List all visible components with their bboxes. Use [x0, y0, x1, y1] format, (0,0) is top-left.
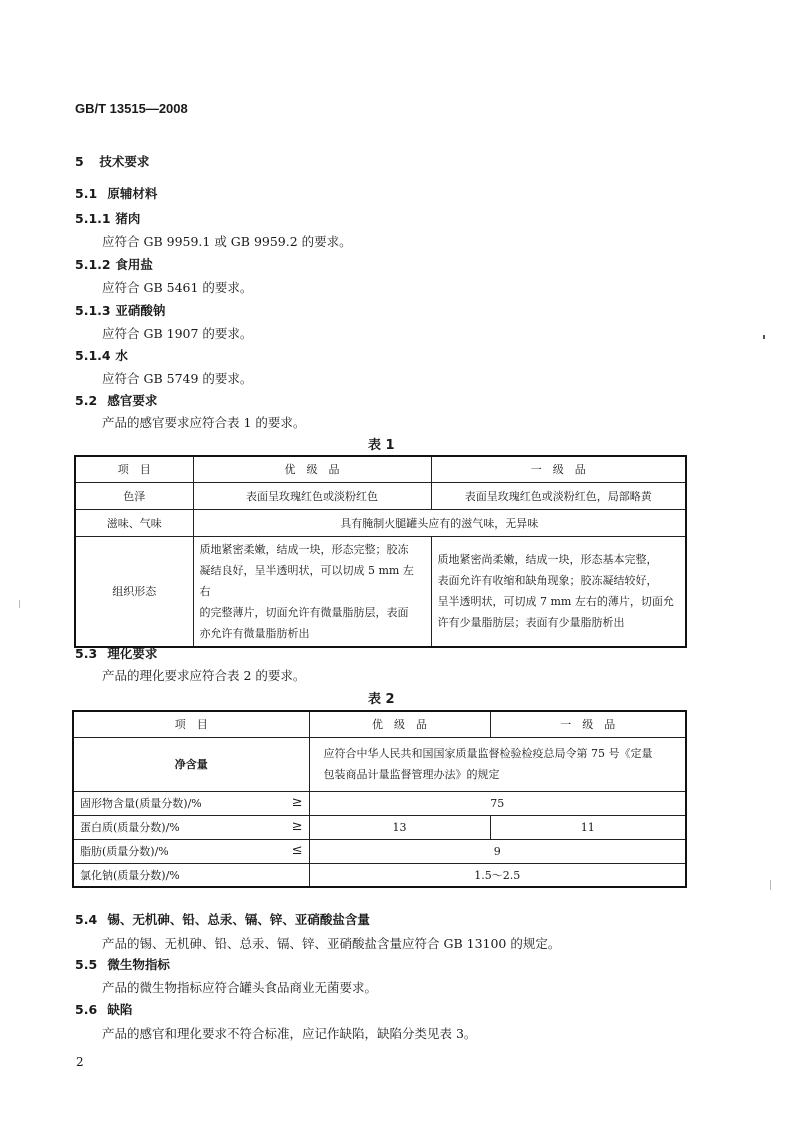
- cell-line: 呈半透明状，可切成 7 mm 左右的薄片，切面允: [437, 595, 674, 608]
- table-row: [73, 839, 686, 863]
- section-title: 锡、无机砷、铅、总汞、镉、锌、亚硝酸盐含量: [107, 912, 370, 927]
- section-5-1-3-text: 应符合 GB 1907 的要求。: [102, 326, 253, 341]
- scan-speck: [763, 335, 765, 339]
- section-title: 猪肉: [115, 211, 141, 226]
- row-item: [73, 863, 309, 887]
- cell-line: 亦允许有微量脂肪析出: [199, 626, 310, 640]
- header-first: 一 级 品: [431, 456, 686, 482]
- section-number: 5.1.3: [75, 303, 111, 318]
- cell-merged: [309, 737, 686, 791]
- section-5-2-heading: [75, 391, 157, 409]
- section-number: 5.1: [75, 186, 98, 201]
- cell-line: 应符合中华人民共和国国家质量监督检验检疫总局令第 75 号《定量: [323, 747, 653, 760]
- section-title: 缺陷: [107, 1002, 133, 1017]
- row-label: 脂肪(质量分数)/%: [80, 845, 169, 858]
- cell-first: 表面呈玫瑰红色或淡粉红色，局部略黄: [431, 482, 686, 509]
- comparison-symbol: ≤: [291, 843, 303, 858]
- section-5-1-4-text: 应符合 GB 5749 的要求。: [102, 371, 253, 386]
- cell-line: 的完整薄片，切面允许有微量脂肪层，表面: [199, 605, 409, 619]
- table-row: [73, 815, 686, 839]
- section-title: 原辅材料: [107, 186, 158, 201]
- cell-line: 质地紧密尚柔嫩，结成一块，形态基本完整，: [437, 553, 658, 566]
- section-title: 亚硝酸钠: [115, 303, 166, 318]
- section-number: 5.2: [75, 393, 98, 408]
- scan-speck: [770, 880, 771, 890]
- section-5-5-text: 产品的微生物指标应符合罐头食品商业无菌要求。: [102, 980, 378, 995]
- cell-merged: 9: [309, 839, 686, 863]
- row-item: 色泽: [75, 482, 193, 509]
- cell-premium: [193, 536, 431, 647]
- table-row: [73, 863, 686, 887]
- section-title: 感官要求: [107, 393, 158, 408]
- section-title: 微生物指标: [107, 957, 170, 972]
- cell-first: [431, 536, 686, 647]
- section-number: 5.1.4: [75, 348, 111, 363]
- row-item: [73, 791, 309, 815]
- section-title: 食用盐: [115, 257, 153, 272]
- section-number: 5.5: [75, 957, 98, 972]
- table-1-caption: 表 1: [368, 438, 395, 453]
- section-number: 5: [75, 154, 84, 169]
- section-5-3-text: 产品的理化要求应符合表 2 的要求。: [102, 668, 306, 683]
- table-row: [75, 509, 686, 536]
- section-5-3-heading: [75, 644, 157, 662]
- row-label: 蛋白质(质量分数)/%: [80, 821, 180, 834]
- cell-merged: 具有腌制火腿罐头应有的滋气味，无异味: [193, 509, 686, 536]
- row-label: 固形物含量(质量分数)/%: [80, 797, 202, 810]
- section-number: 5.6: [75, 1002, 98, 1017]
- section-5-1-1-heading: [75, 209, 140, 227]
- cell-line: 表面允许有收缩和缺角现象；胶冻凝结较好，: [437, 574, 658, 587]
- row-item: 滋味、气味: [75, 509, 193, 536]
- table-row: [73, 791, 686, 815]
- header-first: 一 级 品: [490, 711, 686, 737]
- section-5-4-text: 产品的锡、无机砷、铅、总汞、镉、锌、亚硝酸盐含量应符合 GB 13100 的规定。: [102, 936, 561, 951]
- section-5-1-2-heading: [75, 255, 153, 273]
- header-premium: 优 级 品: [309, 711, 490, 737]
- section-title: 技术要求: [99, 154, 150, 169]
- section-5-4-heading: [75, 910, 370, 928]
- table-header-row: [73, 711, 686, 737]
- table-row: [75, 482, 686, 509]
- cell-premium: 13: [309, 815, 490, 839]
- comparison-symbol: ≥: [291, 819, 303, 834]
- cell-line: 包装商品计量监督管理办法》的规定: [323, 768, 500, 781]
- section-number: 5.1.1: [75, 211, 111, 226]
- table-2-caption: 表 2: [368, 692, 395, 707]
- section-5-1-1-text: 应符合 GB 9959.1 或 GB 9959.2 的要求。: [102, 234, 352, 249]
- cell-line: 凝结良好，呈半透明状，可以切成 5 mm 左右: [199, 563, 414, 598]
- cell-first: 11: [490, 815, 686, 839]
- row-item: [73, 815, 309, 839]
- section-5-5-heading: [75, 955, 170, 973]
- comparison-symbol: ≥: [291, 795, 303, 810]
- cell-line: 质地紧密柔嫩，结成一块，形态完整；胶冻: [199, 542, 409, 556]
- row-item: 组织形态: [75, 536, 193, 647]
- row-label: 氯化钠(质量分数)/%: [80, 868, 180, 882]
- section-number: 5.3: [75, 646, 98, 661]
- table-row: [73, 737, 686, 791]
- section-5-1-4-heading: [75, 346, 128, 364]
- table-row: [75, 536, 686, 647]
- header-item: 项 目: [75, 456, 193, 482]
- cell-premium: 表面呈玫瑰红色或淡粉红色: [193, 482, 431, 509]
- section-number: 5.4: [75, 912, 98, 927]
- header-item: 项 目: [73, 711, 309, 737]
- row-item: 净含量: [73, 737, 309, 791]
- section-5-heading: [75, 152, 149, 170]
- cell-line: 许有少量脂肪层；表面有少量脂肪析出: [437, 616, 625, 629]
- section-5-1-2-text: 应符合 GB 5461 的要求。: [102, 280, 253, 295]
- section-5-1-3-heading: [75, 301, 165, 319]
- scan-speck: [19, 600, 20, 608]
- section-5-1-heading: [75, 184, 157, 202]
- section-number: 5.1.2: [75, 257, 111, 272]
- table-2: [72, 710, 687, 888]
- row-item: [73, 839, 309, 863]
- table-header-row: [75, 456, 686, 482]
- cell-merged: 1.5～2.5: [309, 863, 686, 887]
- section-title: 理化要求: [107, 646, 158, 661]
- header-premium: 优 级 品: [193, 456, 431, 482]
- standard-code: GB/T 13515—2008: [75, 101, 188, 116]
- table-1: [74, 455, 687, 648]
- section-5-6-heading: [75, 1000, 132, 1018]
- section-5-2-text: 产品的感官要求应符合表 1 的要求。: [102, 415, 306, 430]
- page-number: 2: [76, 1055, 84, 1069]
- cell-merged: 75: [309, 791, 686, 815]
- section-title: 水: [115, 348, 128, 363]
- section-5-6-text: 产品的感官和理化要求不符合标准，应记作缺陷，缺陷分类见表 3。: [102, 1026, 477, 1041]
